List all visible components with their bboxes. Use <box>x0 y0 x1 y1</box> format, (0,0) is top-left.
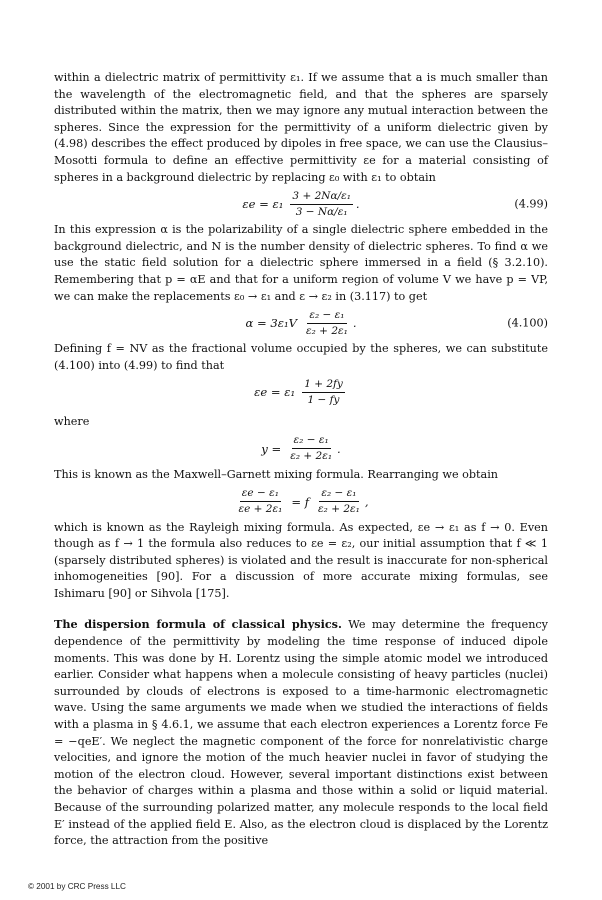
eq-tail: . <box>352 316 357 331</box>
eq-numerator: ε₂ − ε₁ <box>292 434 331 449</box>
paragraph-rayleigh: which is known as the Rayleigh mixing formula. As expected, εe → ε₁ as f → 0. Even though as f → 1 the formula also reduces to εe = ε₂, our initial assumption that f ≪ 1 (sparsely distributed spheres) is violated and the result is inaccurate for non-spherical inhomogeneities [90]. For a discussion of more accurate mixing formulas, see Ishimaru [90] or Sihvola [175]. <box>54 520 548 600</box>
eq-denominator: 1 − fy <box>307 393 340 406</box>
dispersion-text: We may determine the frequency dependence of the permittivity by modeling the time response of induced dipole moments. This was done by H. Lorentz using the simple atomic model we introduced earlier. Consider what happens when a molecule consisting of heavy particles (nuclei) surrounded by clouds of electrons is exposed to a time-harmonic electromagnetic wave. Using the same arguments we made when we studied the interactions of fields with a plasma in § 4.6.1, we assume that each electron experiences a Lorentz force Fe = −qeE′. We neglect the magnetic component of the force for nonrelativistic charge velocities, and ignore the motion of the much heavier nuclei in favor of studying the motion of the electron cloud. However, several important distinctions exist between the behavior of charges within a plasma and those within a solid or liquid material. Because of the surrounding polarized matter, any molecule responds to the local field E′ instead of the applied field E. Also, as the electron cloud is displaced by the Lorentz force, the attraction from the positive <box>54 618 549 848</box>
section-gap <box>54 602 548 616</box>
paragraph-polarizability: In this expression α is the polarizability of a single dielectric sphere embedded in the background dielectric, and N is the number density of dielectric spheres. To find α we use the static field solution for a dielectric sphere immersed in a field (§ 3.2.10). Remembering that p = αE and that for a uniform region of volume V we have p = VP, we can make the replacements ε₀ → ε₁ and ε → ε₂ in (3.117) to get <box>54 223 548 303</box>
paragraph-fractional-volume: Defining f = NV as the fractional volume occupied by the spheres, we can substitute (4.100) into (4.99) to find that <box>54 342 548 372</box>
equation-4-100 <box>54 305 548 341</box>
equation-number: (4.99) <box>514 197 548 211</box>
eq-fraction-right <box>316 487 362 516</box>
paragraph-intro: within a dielectric matrix of permittivity ε₁. If we assume that a is much smaller than the wavelength of the electromagnetic field, and that the spheres are sparsely distributed within the matrix, then we may ignore any mutual interaction between the spheres. Since the expression for the permittivity of a uniform dielectric given by (4.98) describes the effect produced by dipoles in free space, we can use the Clausius–Mosotti formula to define an effective permittivity εe for a material consisting of spheres in a background dielectric by replacing ε₀ with ε₁ to obtain <box>54 71 548 184</box>
equation-y <box>54 431 548 467</box>
equation-rayleigh <box>54 484 548 520</box>
eq-denominator: ε₂ + 2ε₁ <box>318 503 360 515</box>
equation-maxwell-garnett <box>54 374 548 410</box>
page-body <box>54 70 548 850</box>
eq-numerator: ε₂ − ε₁ <box>319 487 358 502</box>
eq-denominator: εe + 2ε₁ <box>238 503 283 515</box>
paragraph-maxwell-garnett: This is known as the Maxwell–Garnett mixing formula. Rearranging we obtain <box>54 467 498 481</box>
copyright-footer: © 2001 by CRC Press LLC <box>28 882 126 891</box>
section-heading: The dispersion formula of classical physics. <box>54 617 342 632</box>
paragraph-dispersion <box>54 616 548 849</box>
eq-fraction <box>290 190 353 219</box>
eq-tail: . <box>337 441 341 456</box>
eq-numerator: ε₂ − ε₁ <box>307 309 346 324</box>
eq-denominator: ε₂ + 2ε₁ <box>306 324 348 337</box>
eq-tail: . <box>355 197 360 212</box>
eq-fraction-left <box>236 487 284 516</box>
eq-fraction <box>288 434 334 463</box>
equation-number: (4.100) <box>507 316 548 330</box>
eq-lhs: y = <box>261 441 282 456</box>
eq-fraction <box>302 378 345 407</box>
eq-tail: , <box>364 494 369 509</box>
eq-numerator: 3 + 2Nα/ε₁ <box>290 190 353 205</box>
eq-lhs: α = 3ε₁V <box>245 316 297 331</box>
eq-denominator: ε₂ + 2ε₁ <box>290 450 333 463</box>
equation-4-99 <box>54 186 548 222</box>
paragraph-where: where <box>54 415 90 429</box>
eq-denominator: 3 − Nα/ε₁ <box>295 205 348 218</box>
eq-middle: = f <box>291 494 310 509</box>
eq-fraction <box>304 309 350 338</box>
eq-numerator: εe − ε₁ <box>240 487 281 502</box>
eq-numerator: 1 + 2fy <box>302 378 345 393</box>
eq-lhs: εe = ε₁ <box>254 385 296 400</box>
eq-lhs: εe = ε₁ <box>242 197 284 212</box>
